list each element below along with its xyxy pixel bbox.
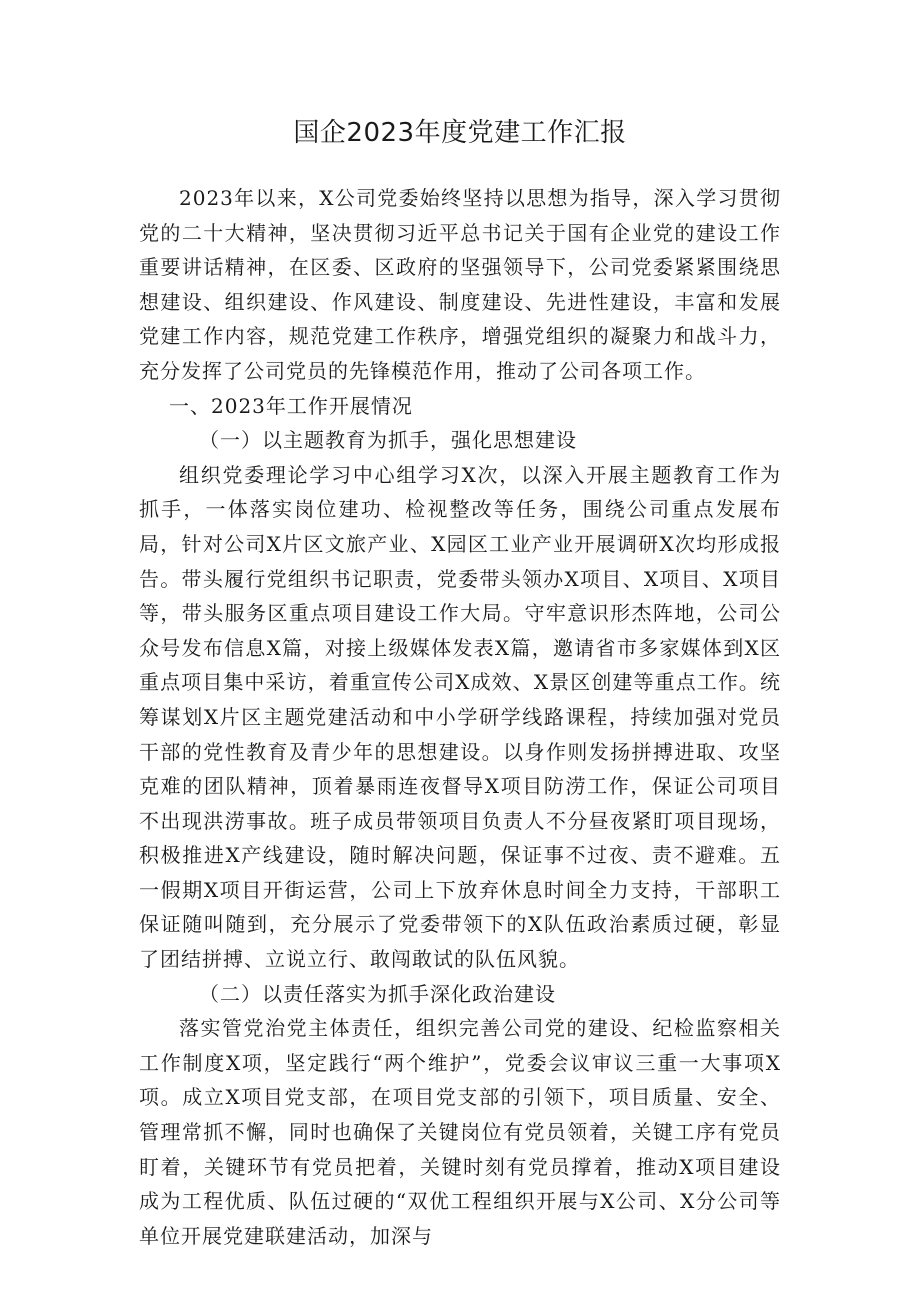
document-title: 国企2023年度党建工作汇报 [293, 118, 627, 148]
intro-paragraph: 2023年以来，X公司党委始终坚持以思想为指导，深入学习贯彻党的二十大精神，坚决贯彻习近平总书记关于国有企业党的建设工作重要讲话精神，在区委、区政府的坚强领导下，公司党委紧紧围绕思想建设、组织建设、作风建设、制度建设、先进性建设，丰富和发展党建工作内容，规范党建工作秩序，增强党组织的凝聚力和战斗力，充分发挥了公司党员的先锋模范作用，推动了公司各项工作。 [139, 186, 781, 383]
subsection-heading-1: （一）以主题教育为抓手，强化思想建设 [199, 428, 577, 453]
subsection-2-paragraph: 落实管党治党主体责任，组织完善公司党的建设、纪检监察相关工作制度X项，坚定践行“两个维护”，党委会议审议三重一大事项X项。成立X项目党支部，在项目党支部的引领下，项目质量、安全、管理常抓不懈，同时也确保了关键岗位有党员领着，关键工序有党员盯着，关键环节有党员把着，关键时刻有党员撑着，推动X项目建设成为工程优质、队伍过硬的“双优工程组织开展与X公司、X分公司等单位开展党建联建活动，加深与 [139, 1016, 781, 1248]
subsection-1-paragraph: 组织党委理论学习中心组学习X次，以深入开展主题教育工作为抓手，一体落实岗位建功、检视整改等任务，围绕公司重点发展布局，针对公司X片区文旅产业、X园区工业产业开展调研X次均形成报告。带头履行党组织书记职责，党委带头领办X项目、X项目、X项目等，带头服务区重点项目建设工作大局。守牢意识形杰阵地，公司公众号发布信息X篇，对接上级媒体发表X篇，邀请省市多家媒体到X区重点项目集中采访，着重宣传公司X成效、X景区创建等重点工作。统筹谋划X片区主题党建活动和中小学研学线路课程，持续加强对党员干部的党性教育及青少年的思想建设。以身作则发扬拼搏进取、攻坚克难的团队精神，顶着暴雨连夜督导X项目防涝工作，保证公司项目不出现洪涝事故。班子成员带领项目负责人不分昼夜紧盯项目现场，积极推进X产线建设，随时解决问题，保证事不过夜、责不避难。五一假期X项目开街运营，公司上下放弃休息时间全力支持，干部职工保证随叫随到，充分展示了党委带领下的X队伍政治素质过硬，彰显了团结拼搏、立说立行、敢闯敢试的队伍风貌。 [139, 462, 781, 972]
section-heading-1: 一、2023年工作开展情况 [169, 393, 413, 418]
document-body [139, 181, 781, 1253]
subsection-heading-2: （二）以责任落实为抓手深化政治建设 [199, 981, 556, 1006]
